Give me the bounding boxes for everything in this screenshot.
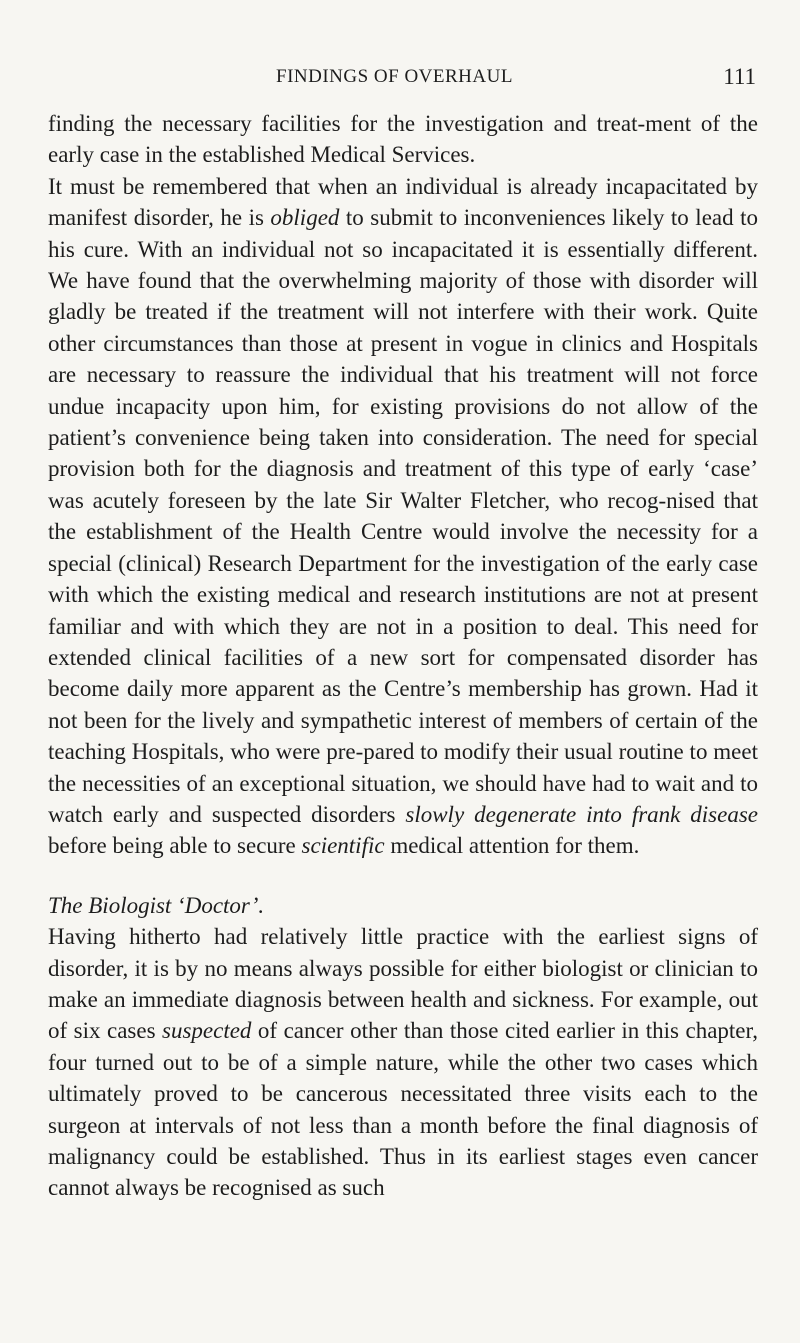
running-head: [48, 66, 758, 96]
section-heading: The Biologist ‘Doctor’.: [48, 892, 265, 918]
page-number: 111: [723, 64, 756, 89]
text-segment: before being able to secure: [48, 833, 302, 859]
book-page: [48, 0, 758, 1343]
text-segment: to submit to inconveniences likely to lead to his cure. With an individual not so incapacitated it is essentially different. We have found that the overwhelming majority of those with disorder will gladly be treated if the treatment will not interfere with their work. Quite other circumstances than those at present in vogue in clinics and Hospitals are necessary to reassure the individual that his treatment will not force undue incapacity upon him, for existing provisions do not allow of the patient’s convenience being taken into consideration. The need for special provision both for the diagnosis and treatment of this type of early ‘case’ was acutely foreseen by the late Sir Walter Fletcher, who recog-nised that the establishment of the Health Centre would involve the necessity for a special (clinical) Research Department for the investigation of the early case with which the existing medical and research institutions are not at present familiar and with which they are not in a position to deal. This need for extended clinical facilities of a new sort for compensated disorder has become daily more apparent as the Centre’s membership has grown. Had it not been for the lively and sympathetic interest of members of certain of the teaching Hospitals, who were pre-pared to modify their usual routine to meet the necessities of an exceptional situation, we should have had to wait and to watch early and suspected disorders: [48, 205, 758, 827]
text-segment: finding the necessary facilities for the investigation and treat-ment of the early case in the established Medical Services.: [48, 111, 758, 168]
text-segment: Having hitherto had relatively little practice with the earliest signs of disorder, it is by no means always possible for either biologist or clinician to make an immediate diagnosis between health and sickness. For example, out of six cases: [48, 924, 758, 1044]
italic-segment: obliged: [270, 205, 340, 231]
text-segment: medical attention for them.: [384, 833, 640, 859]
text-segment: It must be remembered that when an individual is already incapacitated by manifest disorder, he is: [48, 173, 758, 231]
paragraph-2: [48, 171, 758, 862]
paragraph-3: [48, 921, 758, 1204]
italic-segment: slowly degenerate into frank disease: [405, 801, 759, 827]
text-segment: of cancer other than those cited earlier in this chapter, four turned out to be of a simple nature, while the other two cases which ultimately proved to be cancerous necessitated three visits each to the surgeon at intervals of not less than a month before the final diagnosis of malignancy could be established. Thus in its earliest stages even cancer cannot always be recognised as such: [48, 1018, 758, 1201]
running-title: FINDINGS OF OVERHAUL: [276, 66, 513, 87]
italic-segment: suspected: [162, 1018, 252, 1044]
italic-segment: scientific: [301, 833, 385, 859]
body-text: [48, 108, 758, 1204]
paragraph-1: [48, 108, 758, 171]
